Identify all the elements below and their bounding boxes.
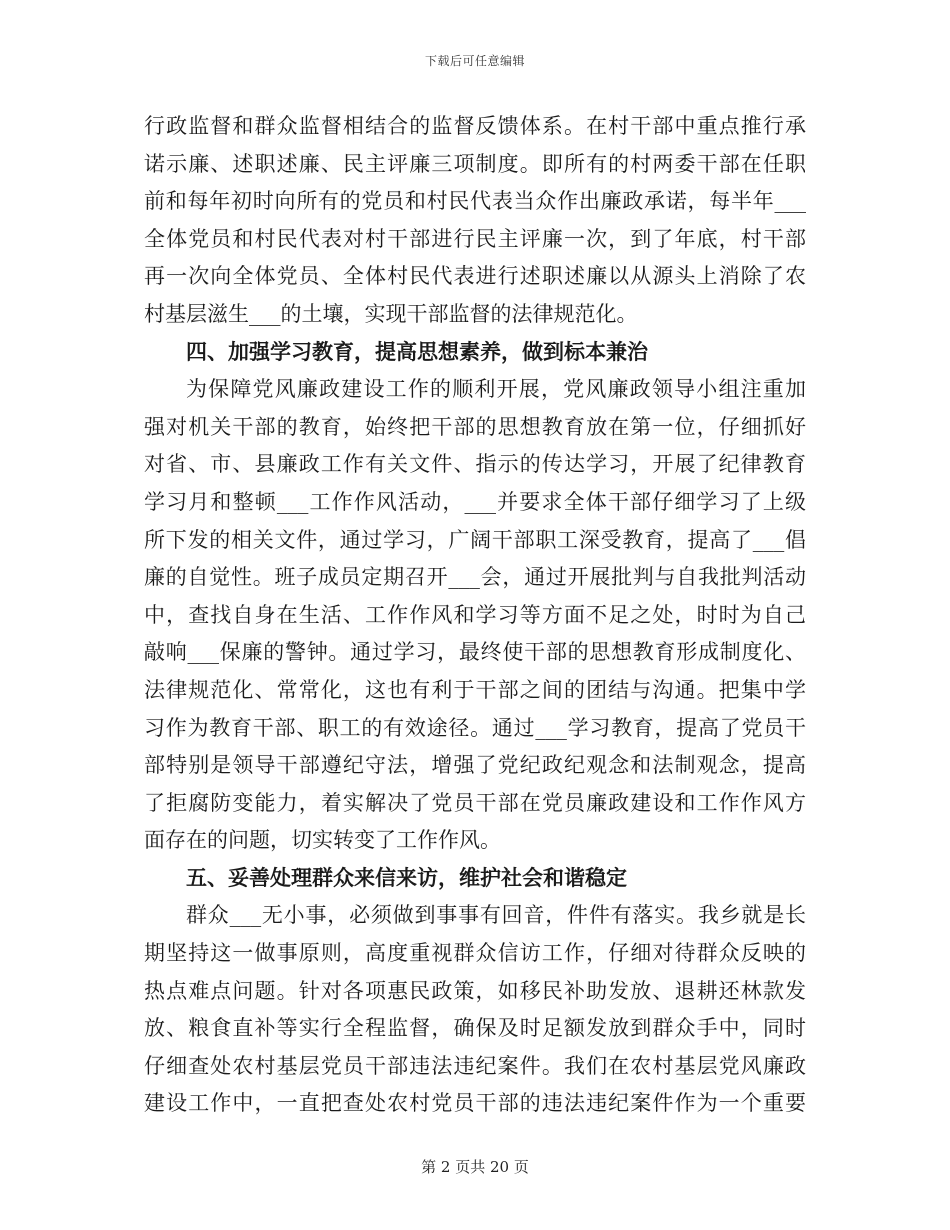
text-line: 群众___无小事，必须做到事事有回音，件件有落实。我乡就是长 xyxy=(186,903,806,928)
text-line: 全体党员和村民代表对村干部进行民主评廉一次，到了年底，村干部 xyxy=(144,226,806,251)
paragraph-education xyxy=(144,371,806,860)
text-line: 放、粮食直补等实行全程监督，确保及时足额发放到群众手中，同时 xyxy=(144,1016,806,1041)
text-line: 行政监督和群众监督相结合的监督反馈体系。在村干部中重点推行承 xyxy=(144,114,806,138)
text-line: 部特别是领导干部遵纪守法，增强了党纪政纪观念和法制观念，提高 xyxy=(144,753,806,778)
text-line: 村基层滋生___的土壤，实现干部监督的法律规范化。 xyxy=(144,301,638,326)
text-line: 为保障党风廉政建设工作的顺利开展，党风廉政领导小组注重加 xyxy=(186,377,806,402)
text-line: 建设工作中，一直把查处农村党员干部的违法违纪案件作为一个重要 xyxy=(144,1091,806,1116)
document-body xyxy=(144,108,806,1123)
paragraph-petitions xyxy=(144,897,806,1123)
text-line: 习作为教育干部、职工的有效途径。通过___学习教育，提高了党员干 xyxy=(144,715,806,740)
text-line: 再一次向全体党员、全体村民代表进行述职述廉以从源头上消除了农 xyxy=(144,264,806,289)
text-line: 所下发的相关文件，通过学习，广阔干部职工深受教育，提高了___倡 xyxy=(144,527,806,552)
section-heading-5: 五、妥善处理群众来信来访，维护社会和谐稳定 xyxy=(186,865,627,890)
text-line: 仔细查处农村基层党员干部违法违纪案件。我们在农村基层党风廉政 xyxy=(144,1053,806,1078)
text-line: 强对机关干部的教育，始终把干部的思想教育放在第一位，仔细抓好 xyxy=(144,414,806,439)
text-line: 面存在的问题，切实转变了工作作风。 xyxy=(144,828,501,853)
text-line: 学习月和整顿___工作作风活动，___并要求全体干部仔细学习了上级 xyxy=(144,489,806,514)
text-line: 期坚持这一做事原则，高度重视群众信访工作，仔细对待群众反映的 xyxy=(144,941,806,966)
text-line: 热点难点问题。针对各项惠民政策，如移民补助发放、退耕还林款发 xyxy=(144,978,806,1003)
text-line: 前和每年初时向所有的党员和村民代表当众作出廉政承诺，每半年___ xyxy=(144,189,806,214)
text-line: 对省、市、县廉政工作有关文件、指示的传达学习，开展了纪律教育 xyxy=(144,452,806,477)
paragraph-supervision xyxy=(144,108,806,334)
page-header: 下载后可任意编辑 xyxy=(424,54,525,68)
text-line: 诺示廉、述职述廉、民主评廉三项制度。即所有的村两委干部在任职 xyxy=(144,151,806,176)
text-line: 了拒腐防变能力，着实解决了党员干部在党员廉政建设和工作作风方 xyxy=(144,790,806,815)
text-line: 廉的自觉性。班子成员定期召开___会，通过开展批判与自我批判活动 xyxy=(144,565,806,590)
text-line: 中，查找自身在生活、工作作风和学习等方面不足之处，时时为自己 xyxy=(144,602,806,627)
page-footer: 第 2 页共 20 页 xyxy=(421,1158,529,1176)
text-line: 敲响___保廉的警钟。通过学习，最终使干部的思想教育形成制度化、 xyxy=(144,640,806,665)
section-heading-4: 四、加强学习教育，提高思想素养，做到标本兼治 xyxy=(186,339,648,364)
text-line: 法律规范化、常常化，这也有利于干部之间的团结与沟通。把集中学 xyxy=(144,677,806,702)
